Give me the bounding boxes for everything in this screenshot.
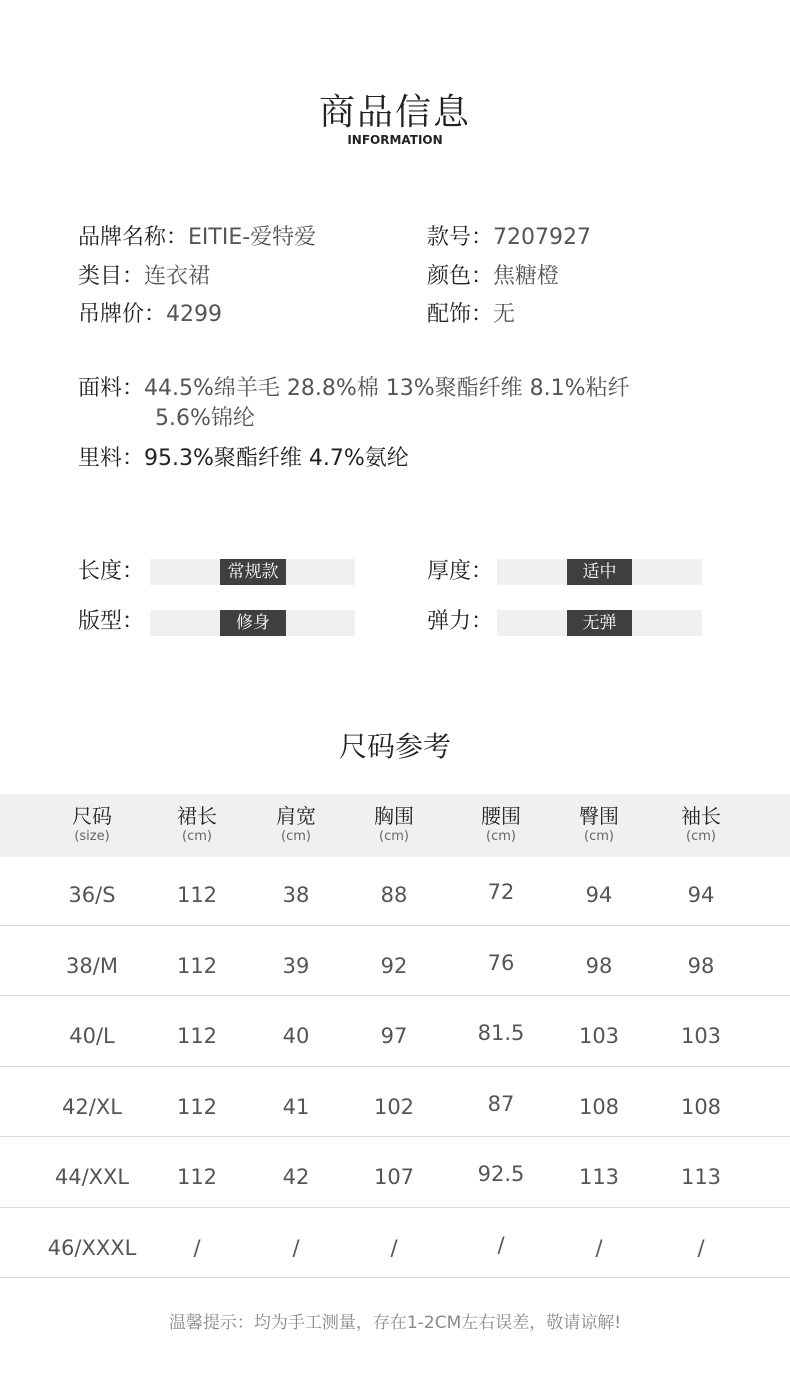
table-cell: / xyxy=(595,1235,603,1260)
column-header-name: 臀围 xyxy=(579,804,619,828)
table-cell: 113 xyxy=(680,1165,722,1189)
accessory-info xyxy=(427,300,515,330)
table-cell: 108 xyxy=(680,1094,722,1119)
column-header-unit: (cm) xyxy=(486,829,516,844)
length-label: 长度： xyxy=(78,559,145,584)
thickness-value-pill: 适中 xyxy=(567,559,632,585)
elasticity-value-pill: 无弹 xyxy=(567,610,632,636)
color-value: 焦糖橙 xyxy=(493,264,560,289)
lining-label: 里料： xyxy=(78,446,145,471)
style-no-label: 款号： xyxy=(427,225,494,250)
table-cell: 76 xyxy=(487,950,515,975)
page-subtitle: INFORMATION xyxy=(347,133,443,147)
lining-value: 95.3%聚酯纤维 4.7%氨纶 xyxy=(144,446,409,471)
column-header xyxy=(147,803,247,845)
row-divider xyxy=(0,1066,790,1067)
size-label-cell: 40/L xyxy=(69,1024,115,1048)
outer-fabric-label: 面料： xyxy=(78,376,145,401)
table-cell: 112 xyxy=(176,953,218,978)
column-header-unit: (cm) xyxy=(182,829,212,844)
column-header-name: 胸围 xyxy=(374,804,414,828)
measurement-note: 温馨提示：均为手工测量，存在1-2CM左右误差，敬请谅解! xyxy=(168,1313,622,1333)
outer-fabric xyxy=(78,374,630,404)
color-label: 颜色： xyxy=(427,264,494,289)
outer-fabric-value-line2: 5.6%锦纶 xyxy=(155,406,255,431)
table-cell: 40 xyxy=(282,1024,310,1048)
row-divider xyxy=(0,1136,790,1137)
category-label: 类目： xyxy=(78,264,145,289)
column-header-name: 袖长 xyxy=(681,804,721,828)
accessory-value: 无 xyxy=(493,302,516,327)
table-cell: / xyxy=(193,1235,201,1260)
column-header xyxy=(451,803,551,845)
table-cell: 94 xyxy=(687,883,715,907)
color-info xyxy=(427,262,559,292)
style-no-info xyxy=(427,223,591,253)
table-cell: 103 xyxy=(578,1024,620,1048)
category-value: 连衣裙 xyxy=(144,264,211,289)
column-header-name: 尺码 xyxy=(72,804,112,828)
table-cell: 41 xyxy=(282,1094,310,1119)
row-divider xyxy=(0,1277,790,1278)
column-header-unit: (cm) xyxy=(584,829,614,844)
thickness-label: 厚度： xyxy=(427,559,494,584)
tag-price-value: 4299 xyxy=(166,302,223,327)
tag-price-info xyxy=(78,300,222,330)
table-cell: 38 xyxy=(282,883,310,907)
fit-value-pill: 修身 xyxy=(220,610,286,636)
table-cell: 92 xyxy=(380,953,408,978)
table-cell: 113 xyxy=(578,1165,620,1189)
table-cell: 94 xyxy=(585,883,613,907)
column-header-name: 肩宽 xyxy=(276,804,316,828)
table-cell: 112 xyxy=(176,1094,218,1119)
row-divider xyxy=(0,925,790,926)
table-cell: 81.5 xyxy=(477,1021,525,1045)
brand-info xyxy=(78,223,316,253)
table-cell: / xyxy=(497,1232,505,1257)
row-divider xyxy=(0,995,790,996)
table-cell: 103 xyxy=(680,1024,722,1048)
table-cell: 42 xyxy=(282,1165,310,1189)
table-cell: 72 xyxy=(487,880,515,904)
size-label-cell: 44/XXL xyxy=(54,1165,130,1189)
tag-price-label: 吊牌价： xyxy=(78,302,167,327)
table-cell: 98 xyxy=(585,953,613,978)
column-header-name: 腰围 xyxy=(481,804,521,828)
column-header xyxy=(549,803,649,845)
row-divider xyxy=(0,1207,790,1208)
style-no-value: 7207927 xyxy=(493,225,591,250)
table-cell: 97 xyxy=(380,1024,408,1048)
table-cell: 88 xyxy=(380,883,408,907)
table-cell: 87 xyxy=(487,1091,515,1116)
category-info xyxy=(78,262,210,292)
table-cell: 39 xyxy=(282,953,310,978)
elasticity-label: 弹力： xyxy=(427,609,494,634)
column-header xyxy=(246,803,346,845)
table-cell: / xyxy=(390,1235,398,1260)
outer-fabric-value-line1: 44.5%绵羊毛 28.8%棉 13%聚酯纤维 8.1%粘纤 xyxy=(144,376,630,401)
column-header-unit: (cm) xyxy=(281,829,311,844)
table-cell: / xyxy=(292,1235,300,1260)
lining-fabric xyxy=(78,444,409,474)
brand-label: 品牌名称： xyxy=(78,225,189,250)
column-header xyxy=(651,803,751,845)
column-header-unit: (size) xyxy=(74,829,110,844)
size-label-cell: 36/S xyxy=(68,883,116,907)
page-title: 商品信息 xyxy=(318,92,471,133)
length-value-pill: 常规款 xyxy=(220,559,286,585)
column-header-name: 裙长 xyxy=(177,804,217,828)
column-header xyxy=(344,803,444,845)
column-header xyxy=(42,803,142,845)
table-cell: 112 xyxy=(176,1024,218,1048)
outer-fabric-line2 xyxy=(155,404,255,434)
fit-label: 版型： xyxy=(78,609,145,634)
brand-value: EITIE-爱特爱 xyxy=(188,225,317,250)
size-label-cell: 46/XXXL xyxy=(47,1235,137,1260)
accessory-label: 配饰： xyxy=(427,302,494,327)
table-cell: 112 xyxy=(176,883,218,907)
column-header-unit: (cm) xyxy=(686,829,716,844)
table-cell: 102 xyxy=(373,1094,415,1119)
table-cell: 98 xyxy=(687,953,715,978)
table-cell: / xyxy=(697,1235,705,1260)
size-label-cell: 42/XL xyxy=(62,1094,122,1119)
column-header-unit: (cm) xyxy=(379,829,409,844)
size-chart-title: 尺码参考 xyxy=(338,730,451,763)
table-cell: 92.5 xyxy=(477,1162,525,1186)
table-cell: 112 xyxy=(176,1165,218,1189)
table-cell: 107 xyxy=(373,1165,415,1189)
size-label-cell: 38/M xyxy=(66,953,118,978)
table-cell: 108 xyxy=(578,1094,620,1119)
